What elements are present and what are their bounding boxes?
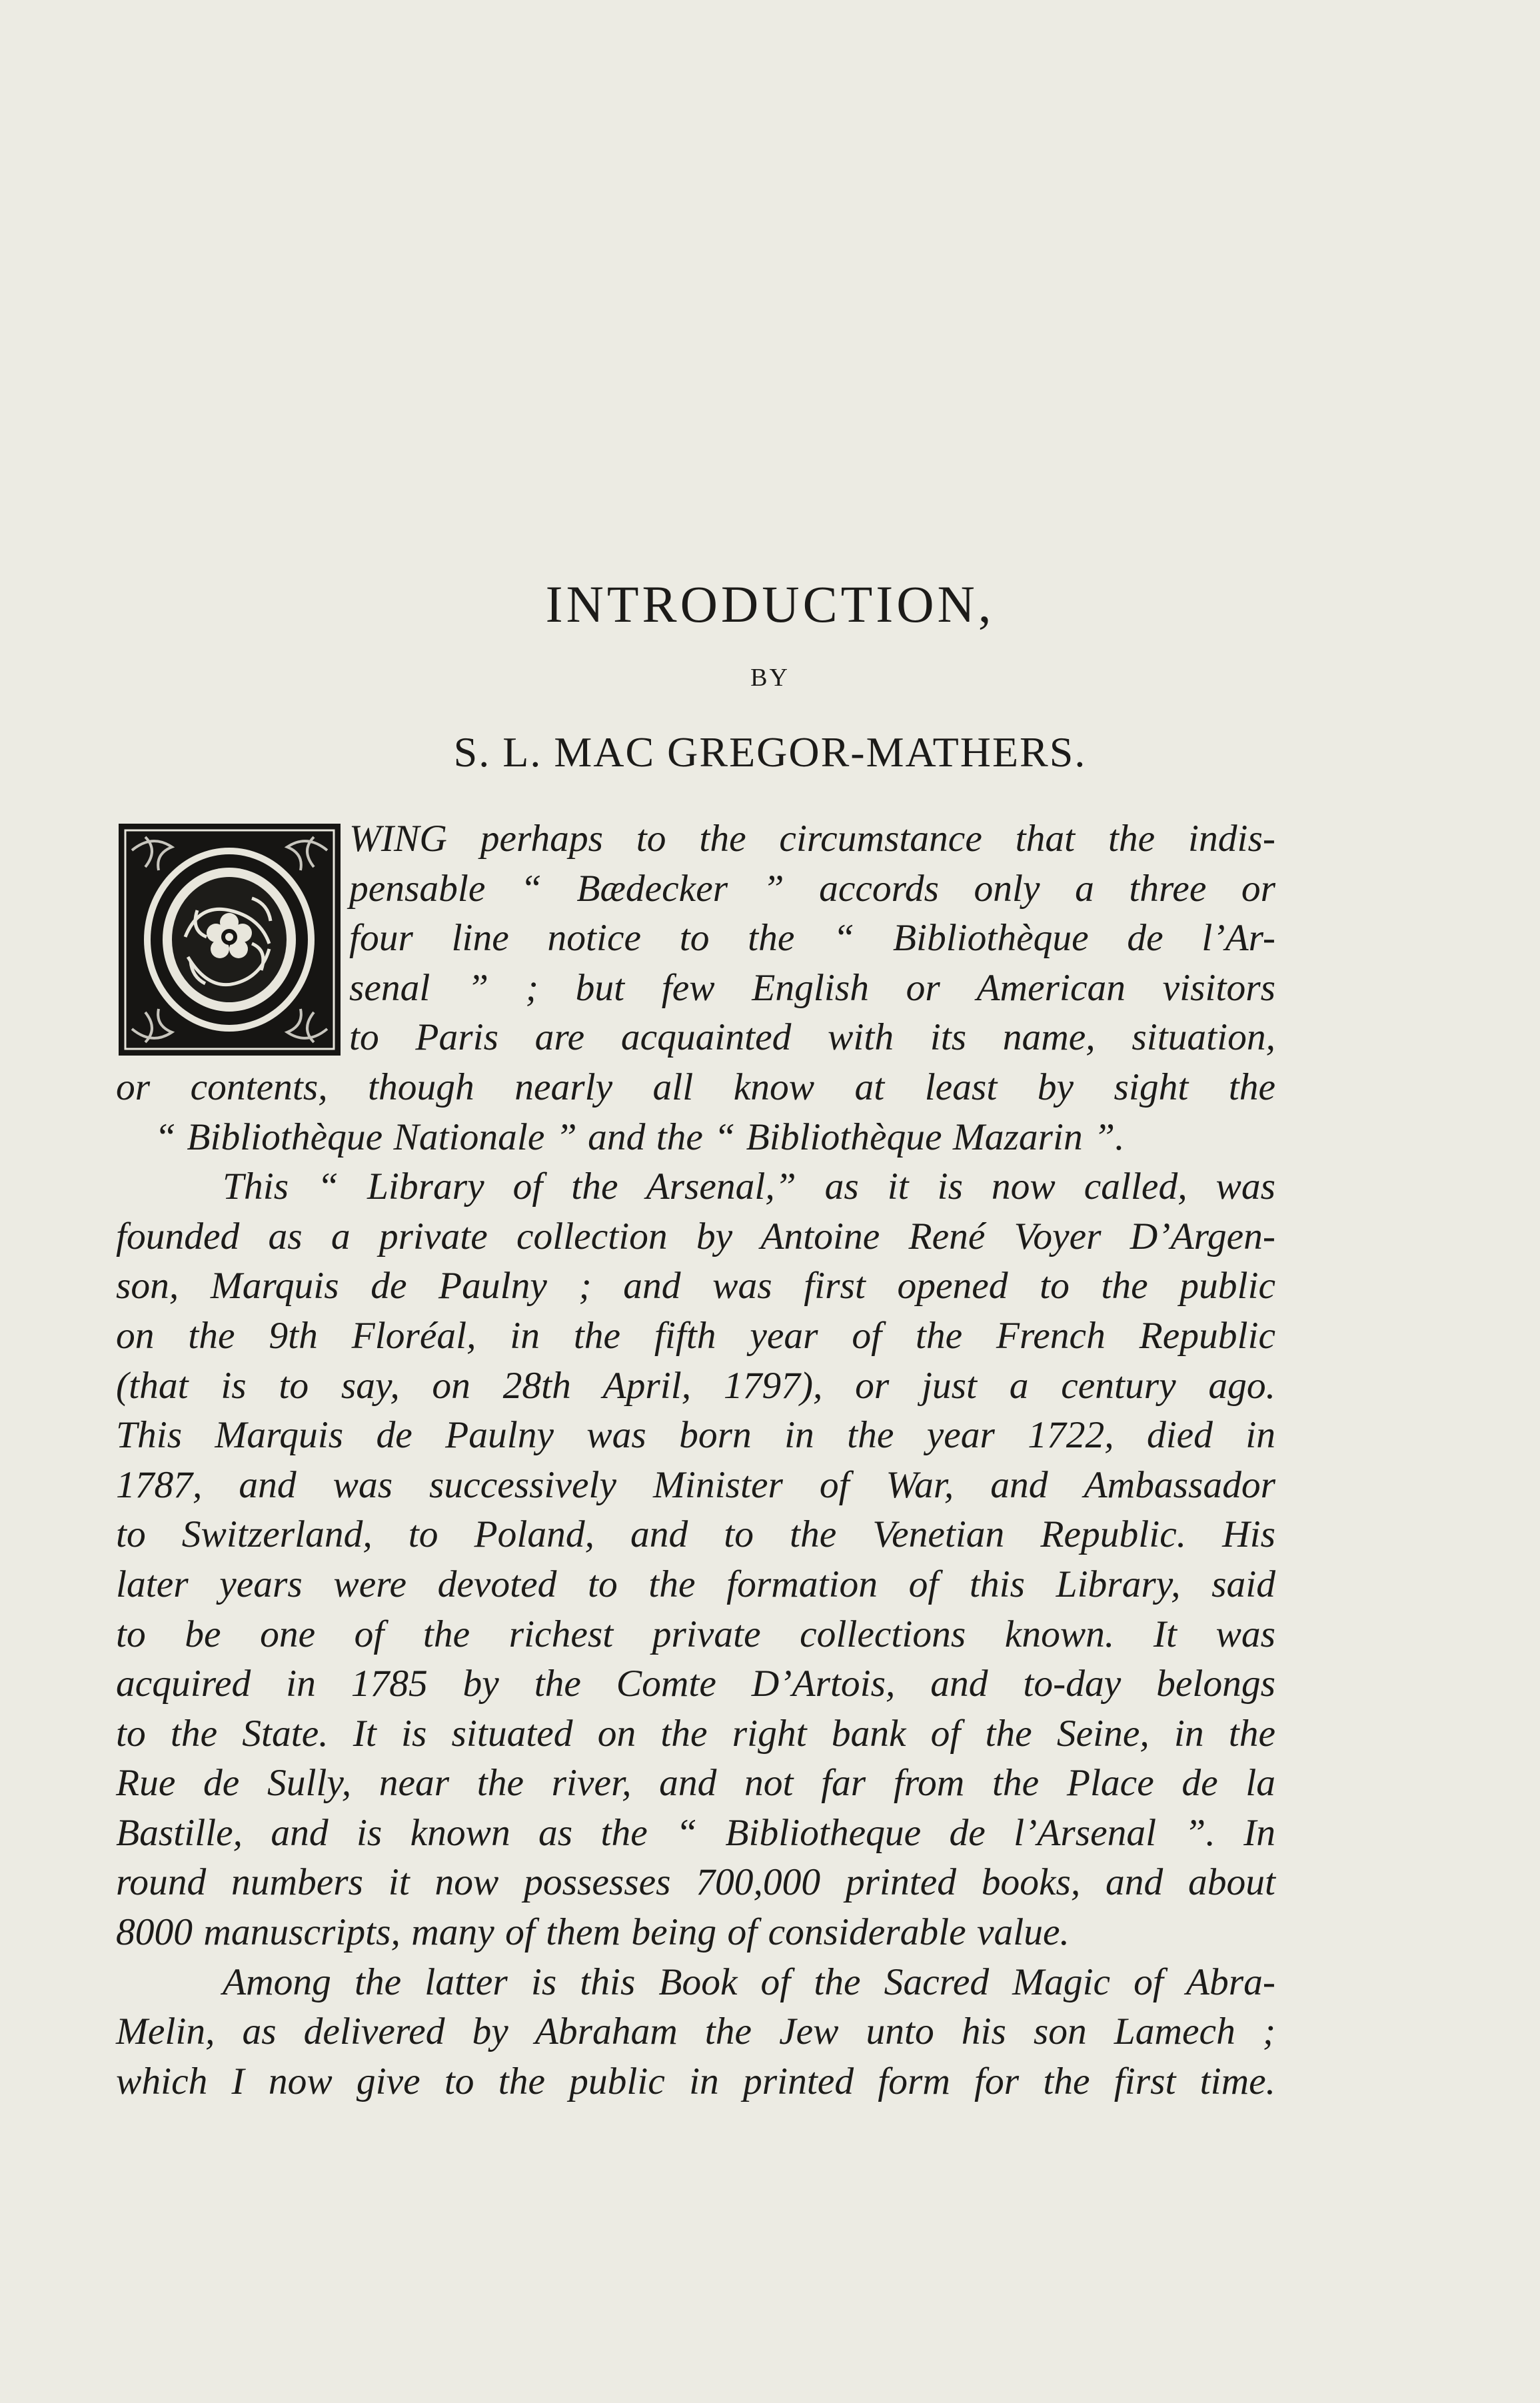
chapter-title: INTRODUCTION, xyxy=(545,575,995,633)
text-line: round numbers it now possesses 700,000 printed books, and about xyxy=(116,1861,1275,1904)
text-line: or contents, though nearly all know at least by sight the xyxy=(116,1066,1275,1108)
text-line: four line notice to the “ Bibliothèque de l’Ar- xyxy=(349,917,1275,960)
text-line: on the 9th Floréal, in the fifth year of the French Republic xyxy=(116,1314,1275,1357)
text-line: “ Bibliothèque Nationale ” and the “ Bibliothèque Mazarin ”. xyxy=(155,1116,1125,1158)
text-line: Among the latter is this Book of the Sacred Magic of Abra- xyxy=(223,1961,1275,2003)
text-line: 8000 manuscripts, many of them being of considerable value. xyxy=(116,1911,1070,1954)
byline-label: BY xyxy=(750,664,790,692)
text-line: WING perhaps to the circumstance that the indis- xyxy=(349,818,1275,860)
text-line: to Switzerland, to Poland, and to the Venetian Republic. His xyxy=(116,1513,1275,1556)
text-line: son, Marquis de Paulny ; and was first opened to the public xyxy=(116,1265,1275,1307)
text-line: This Marquis de Paulny was born in the year 1722, died in xyxy=(116,1414,1275,1457)
author-name: S. L. MAC GREGOR-MATHERS. xyxy=(453,728,1087,776)
text-line: Melin, as delivered by Abraham the Jew unto his son Lamech ; xyxy=(116,2010,1275,2053)
text-line: senal ” ; but few English or American visitors xyxy=(349,966,1275,1009)
text-line: (that is to say, on 28th April, 1797), or just a century ago. xyxy=(116,1364,1275,1407)
text-line: to be one of the richest private collections known. It was xyxy=(116,1613,1275,1655)
text-line: founded as a private collection by Antoine René Voyer D’Argen- xyxy=(116,1215,1275,1257)
text-line: to the State. It is situated on the right bank of the Seine, in the xyxy=(116,1712,1275,1755)
text-line: later years were devoted to the formation of this Library, said xyxy=(116,1563,1275,1605)
text-line: This “ Library of the Arsenal,” as it is now called, was xyxy=(223,1166,1275,1208)
text-line: Rue de Sully, near the river, and not far from the Place de la xyxy=(116,1762,1275,1805)
text-line: 1787, and was successively Minister of War, and Ambassador xyxy=(116,1463,1275,1506)
body-text xyxy=(116,814,1275,2106)
text-line: pensable “ Bædecker ” accords only a three or xyxy=(349,867,1275,910)
text-line: which I now give to the public in printed form for the first time. xyxy=(116,2060,1275,2102)
text-line: acquired in 1785 by the Comte D’Artois, and to-day belongs xyxy=(116,1663,1275,1705)
text-line: Bastille, and is known as the “ Bibliotheque de l’Arsenal ”. In xyxy=(116,1811,1275,1854)
text-line: to Paris are acquainted with its name, situation, xyxy=(349,1016,1275,1059)
